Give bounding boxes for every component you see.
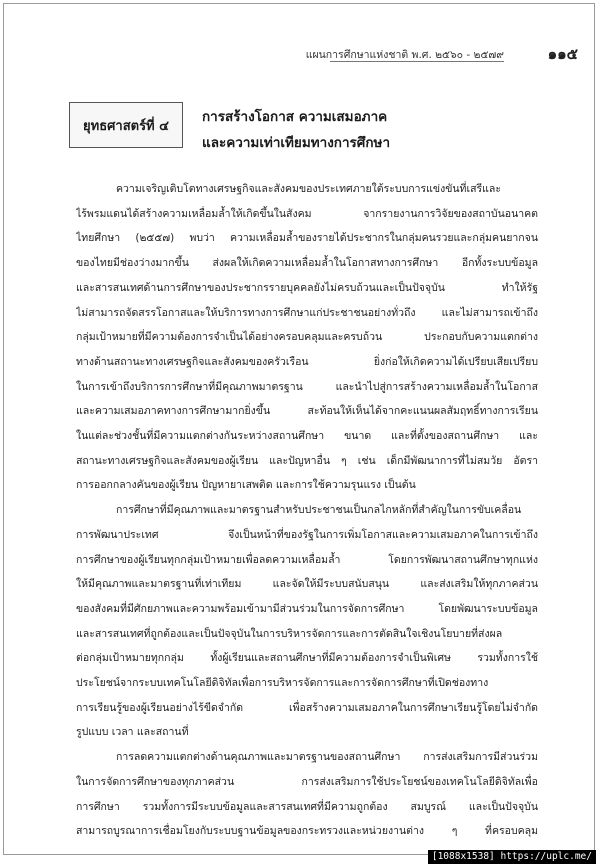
page-number: ๑๑๕: [547, 45, 578, 63]
paragraph-line: กลุ่มเป้าหมายที่มีความต้องการจำเป็นได้อย่างครอบคลุมและครบถ้วน ประกอบกับความแตกต่าง: [76, 331, 538, 344]
paragraph-line: ของไทยมีช่องว่างมากขึ้น ส่งผลให้เกิดความเหลื่อมล้ำในโอกาสทางการศึกษา อีกทั้งระบบข้อมูล: [76, 257, 538, 270]
paragraph-line: และสารสนเทศด้านการศึกษาของประชากรรายบุคคลยังไม่ครบถ้วนและเป็นปัจจุบัน ทำให้รัฐ: [76, 281, 538, 294]
paragraph: [76, 177, 538, 498]
paragraph-line: ให้มีคุณภาพและมาตรฐานที่เท่าเทียม และจัดให้มีระบบสนับสนุน และส่งเสริมให้ทุกภาคส่วน: [76, 578, 538, 591]
paragraph-line: การลดความแตกต่างด้านคุณภาพและมาตรฐานของสถานศึกษา การส่งเสริมการมีส่วนร่วม: [116, 751, 538, 764]
paragraph-line: ความเจริญเติบโตทางเศรษฐกิจและสังคมของประเทศภายใต้ระบบการแข่งขันที่เสรีและ: [116, 183, 501, 195]
body-text: [76, 177, 538, 844]
paragraph-line: และสารสนเทศที่ถูกต้องและเป็นปัจจุบันในการบริหารจัดการและการตัดสินใจเชิงนโยบายที่ส่งผล: [76, 627, 503, 640]
paragraph-line: ของสังคมที่มีศักยภาพและความพร้อมเข้ามามีส่วนร่วมในการจัดการศึกษา โดยพัฒนาระบบข้อมูล: [76, 602, 538, 615]
paragraph-line: สถานะทางเศรษฐกิจและสังคมของผู้เรียน และปัญหาอื่น ๆ เช่น เด็กมีพัฒนาการที่ไม่สมวัย อัตรา: [76, 454, 538, 467]
running-title: แผนการศึกษาแห่งชาติ พ.ศ. ๒๕๖๐ - ๒๕๗๙: [305, 49, 504, 61]
strategy-title-line-2: และความเท่าเทียมทางการศึกษา: [202, 135, 391, 151]
paragraph-line: ต่อกลุ่มเป้าหมายทุกกลุ่ม ทั้งผู้เรียนและสถานศึกษาที่มีความต้องการจำเป็นพิเศษ รวมทั้งการใช้: [76, 652, 538, 665]
paragraph-line: ในแต่ละช่วงชั้นที่มีความแตกต่างกันระหว่างสถานศึกษา ขนาด และที่ตั้งของสถานศึกษา และ: [76, 430, 538, 443]
paragraph-line: ทางด้านสถานะทางเศรษฐกิจและสังคมของครัวเรือน ยิ่งก่อให้เกิดความได้เปรียบเสียเปรียบ: [76, 355, 538, 368]
strategy-title: [202, 104, 532, 156]
paragraph-line: การออกกลางคันของผู้เรียน ปัญหายาเสพติด และการใช้ความรุนแรง เป็นต้น: [76, 479, 416, 492]
paragraph: [76, 498, 538, 745]
strategy-label-box: [69, 102, 183, 148]
paragraph-line: การศึกษาของผู้เรียนทุกกลุ่มเป้าหมายเพื่อลดความเหลื่อมล้ำ โดยการพัฒนาสถานศึกษาทุกแห่ง: [76, 553, 538, 566]
paragraph-line: สามารถบูรณาการเชื่อมโยงกับระบบฐานข้อมูลของกระทรวงและหน่วยงานต่าง ๆ ที่ครอบคลุม: [76, 825, 538, 838]
paragraph-line: ไร้พรมแดนได้สร้างความเหลื่อมล้ำให้เกิดขึ้นในสังคม จากรายงานการวิจัยของสถาบันอนาคต: [76, 207, 538, 220]
paragraph-line: การศึกษาที่มีคุณภาพและมาตรฐานสำหรับประชาชนเป็นกลไกหลักที่สำคัญในการขับเคลื่อน: [116, 504, 522, 517]
paragraph-line: ไม่สามารถจัดสรรโอกาสและให้บริการทางการศึกษาแก่ประชาชนอย่างทั่วถึง และไม่สามารถเข้าถึง: [76, 306, 538, 319]
image-size-tag: [1088x1538] https://uplc.me/: [428, 850, 596, 864]
strategy-label: ยุทธศาสตร์ที่ ๔: [83, 118, 169, 134]
paragraph-line: ในการจัดการศึกษาของทุกภาคส่วน การส่งเสริมการใช้ประโยชน์ของเทคโนโลยีดิจิทัลเพื่อ: [76, 775, 538, 788]
paragraph-line: ไทยศึกษา (๒๕๕๗) พบว่า ความเหลื่อมล้ำของรายได้ประชากรในกลุ่มคนรวยและกลุ่มคนยากจน: [76, 232, 538, 245]
paragraph-line: ในการเข้าถึงบริการการศึกษาที่มีคุณภาพมาตรฐาน และนำไปสู่การสร้างความเหลื่อมล้ำในโอกาส: [76, 380, 538, 393]
paragraph-line: และความเสมอภาคทางการศึกษามากยิ่งขึ้น สะท้อนให้เห็นได้จากคะแนนผลสัมฤทธิ์ทางการเรียน: [76, 405, 538, 418]
strategy-title-line-1: การสร้างโอกาส ความเสมอภาค: [202, 109, 388, 125]
header-rule: [330, 61, 504, 62]
paragraph-line: รูปแบบ เวลา และสถานที่: [76, 726, 189, 739]
paragraph: [76, 745, 538, 844]
paragraph-line: การพัฒนาประเทศ จึงเป็นหน้าที่ของรัฐในการเพิ่มโอกาสและความเสมอภาคในการเข้าถึง: [76, 528, 538, 541]
paragraph-line: ประโยชน์จากระบบเทคโนโลยีดิจิทัลเพื่อการบริหารจัดการและการจัดการศึกษาที่เปิดช่องทาง: [76, 677, 489, 690]
paragraph-line: การศึกษา รวมทั้งการมีระบบข้อมูลและสารสนเทศที่มีความถูกต้อง สมบูรณ์ และเป็นปัจจุบัน: [76, 800, 538, 813]
paragraph-line: การเรียนรู้ของผู้เรียนอย่างไร้ขีดจำกัด เพื่อสร้างความเสมอภาคในการศึกษาเรียนรู้โดยไม่จำกัด: [76, 701, 538, 714]
running-header: [0, 42, 600, 66]
